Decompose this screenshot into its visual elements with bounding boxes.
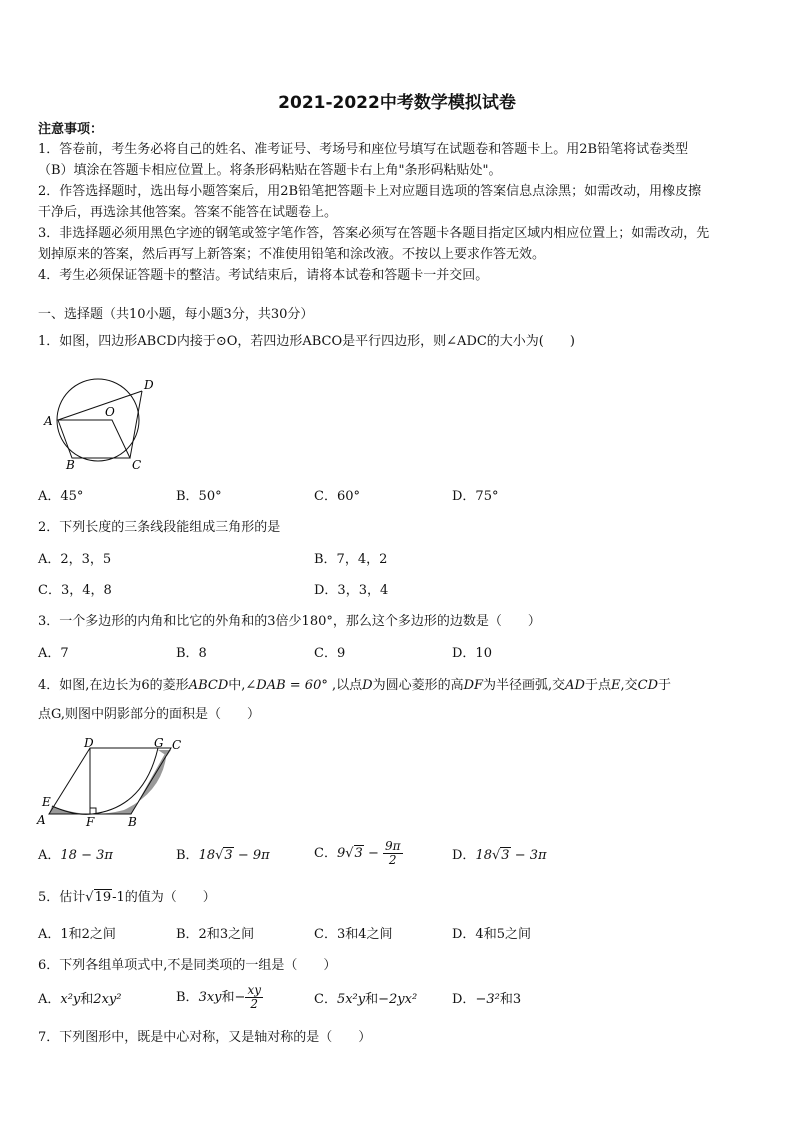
option-expr: 18 [475, 848, 492, 863]
figure-label-a: A [37, 813, 46, 827]
section-heading: 一、选择题（共10小题，每小题3分，共30分） [38, 307, 314, 322]
option-expr: − 9π [233, 848, 270, 863]
option-d[interactable]: D．10 [452, 646, 492, 661]
figure-label-d: D [144, 378, 154, 392]
fraction-numerator: 9π [384, 839, 401, 853]
option-a[interactable]: A．7 [38, 646, 69, 661]
option-expr: − [234, 990, 246, 1005]
option-b[interactable]: B．8 [176, 646, 207, 661]
stem-text: ,交 [620, 678, 638, 693]
fraction [245, 984, 263, 1011]
stem-text: 为圆心菱形的高 [372, 678, 464, 693]
notice-line: 划掉原来的答案，然后再写上新答案；不准使用铅笔和涂改液。不按以上要求作答无效。 [38, 247, 546, 262]
page-title: 2021-2022中考数学模拟试卷 [278, 93, 516, 113]
question-4-stem [38, 676, 671, 696]
stem-text: 为半径画弧,交 [483, 678, 566, 693]
fraction [383, 840, 403, 867]
option-letter: D． [452, 992, 476, 1007]
notice-line: 干净后，再选涂其他答案。答案不能答在试题卷上。 [38, 205, 338, 220]
radicand: 19 [94, 890, 112, 905]
notice-line: 4．考生必须保证答题卡的整洁。考试结束后，请将本试卷和答题卡一并交回。 [38, 268, 489, 283]
question-6-stem: 6．下列各组单项式中,不是同类项的一组是（ ） [38, 958, 337, 973]
option-letter: A． [38, 992, 61, 1007]
option-a[interactable] [38, 846, 113, 866]
stem-math: E [611, 678, 621, 693]
figure-label-g: G [154, 736, 164, 750]
notice-line: 1．答卷前，考生务必将自己的姓名、准考证号、考场号和座位号填写在试题卷和答题卡上。用2B铅笔将试卷类型 [38, 142, 689, 157]
stem-math: DF [463, 678, 484, 693]
option-b[interactable]: B．18√3 − 9π [176, 848, 270, 863]
figure-label-c: C [172, 738, 182, 752]
figure-label-o: O [105, 405, 115, 419]
option-a[interactable] [38, 990, 121, 1010]
option-expr: 5x²y [336, 992, 366, 1007]
option-text: 和 [221, 990, 235, 1005]
option-text: 和3 [499, 992, 522, 1007]
notice-line: （B）填涂在答题卡相应位置上。将条形码粘贴在答题卡右上角"条形码粘贴处"。 [38, 163, 502, 178]
stem-text: 于点 [584, 678, 611, 693]
radicand: 3 [501, 848, 510, 863]
option-expr: 3xy [198, 990, 222, 1005]
option-b[interactable]: B．7，4，2 [314, 552, 388, 567]
option-c[interactable]: C．3和4之间 [314, 927, 393, 942]
fraction-numerator: xy [247, 983, 261, 997]
stem-text: 5．估计 [38, 890, 86, 905]
option-expr: − [363, 846, 383, 861]
option-letter: C． [314, 846, 337, 861]
radicand: 3 [224, 848, 233, 863]
option-a[interactable]: A．1和2之间 [38, 927, 116, 942]
stem-text: 于 [658, 678, 672, 693]
stem-math: D [362, 678, 373, 693]
stem-math: ∠DAB = 60° [245, 678, 328, 693]
option-c[interactable]: C．60° [314, 489, 360, 504]
figure-label-b: B [66, 458, 75, 472]
option-expr: −3² [475, 992, 500, 1007]
option-d[interactable]: D．4和5之间 [452, 927, 531, 942]
option-letter: B． [176, 848, 199, 863]
option-expr: 18 − 3π [60, 848, 113, 863]
option-text: 和 [365, 992, 379, 1007]
figure-label-c: C [132, 458, 142, 472]
stem-math: AD [565, 678, 585, 693]
option-b[interactable]: B．2和3之间 [176, 927, 255, 942]
fraction-denominator: 2 [250, 997, 259, 1011]
question-4-stem-cont: 点G,则图中阴影部分的面积是（ ） [38, 707, 261, 722]
question-7-stem: 7．下列图形中，既是中心对称，又是轴对称的是（ ） [38, 1030, 372, 1045]
notice-heading: 注意事项： [38, 122, 104, 137]
stem-text: -1的值为（ ） [112, 890, 216, 905]
option-c[interactable]: C．9 [314, 646, 346, 661]
figure-label-a: A [44, 414, 53, 428]
fraction-denominator: 2 [388, 853, 397, 867]
option-text: 和 [80, 992, 94, 1007]
figure-label-b: B [128, 815, 137, 829]
stem-text: 中, [228, 678, 246, 693]
option-b[interactable] [176, 984, 263, 1011]
notice-line: 3．非选择题必须用黑色字迹的钢笔或签字笔作答，答案必须写在答题卡各题目指定区域内相应位置上；如需改动，先 [38, 226, 710, 241]
option-a[interactable]: A．2，3，5 [38, 552, 112, 567]
option-expr: − 3π [510, 848, 547, 863]
option-c[interactable] [314, 990, 417, 1010]
stem-text: ,以点 [327, 678, 363, 693]
stem-text: 4．如图,在边长为6的菱形 [38, 678, 189, 693]
radicand: 3 [354, 846, 363, 861]
option-d[interactable]: D．3，3，4 [314, 583, 389, 598]
option-a[interactable]: A．45° [38, 489, 84, 504]
option-expr: −2yx² [378, 992, 418, 1007]
option-letter: C． [314, 992, 337, 1007]
stem-math: ABCD [188, 678, 229, 693]
question-3-stem: 3．一个多边形的内角和比它的外角和的3倍少180°，那么这个多边形的边数是（ ） [38, 614, 541, 629]
question-1-figure [38, 372, 168, 472]
option-expr: 18 [198, 848, 216, 863]
figure-label-f: F [86, 815, 95, 829]
option-letter: D． [452, 848, 476, 863]
figure-label-d: D [84, 736, 94, 750]
option-letter: A． [38, 848, 61, 863]
option-b[interactable]: B．50° [176, 489, 222, 504]
option-c[interactable]: C．9√3 − $\frac{9\pi}{2}$ [314, 839, 401, 867]
option-expr: x²y [60, 992, 81, 1007]
notice-line: 2．作答选择题时，选出每小题答案后，用2B铅笔把答题卡上对应题目选项的答案信息点涂黑；如需改动，用橡皮擦 [38, 184, 702, 199]
question-1-stem: 1．如图，四边形ABCD内接于⊙O，若四边形ABCO是平行四边形，则∠ADC的大小为( ) [38, 334, 575, 349]
option-d[interactable] [452, 990, 521, 1010]
option-c[interactable]: C．3，4，8 [38, 583, 112, 598]
option-d[interactable]: D．18√3 − 3π [452, 848, 547, 863]
question-2-stem: 2．下列长度的三条线段能组成三角形的是 [38, 520, 281, 535]
question-5-stem: 5．估计√19-1的值为（ ） [38, 890, 216, 905]
option-letter: B． [176, 990, 199, 1005]
stem-math: CD [637, 678, 659, 693]
option-expr: 2xy² [93, 992, 122, 1007]
question-4-figure [34, 736, 194, 830]
option-d[interactable]: D．75° [452, 489, 499, 504]
figure-label-e: E [42, 795, 51, 809]
option-expr: 9 [336, 846, 346, 861]
